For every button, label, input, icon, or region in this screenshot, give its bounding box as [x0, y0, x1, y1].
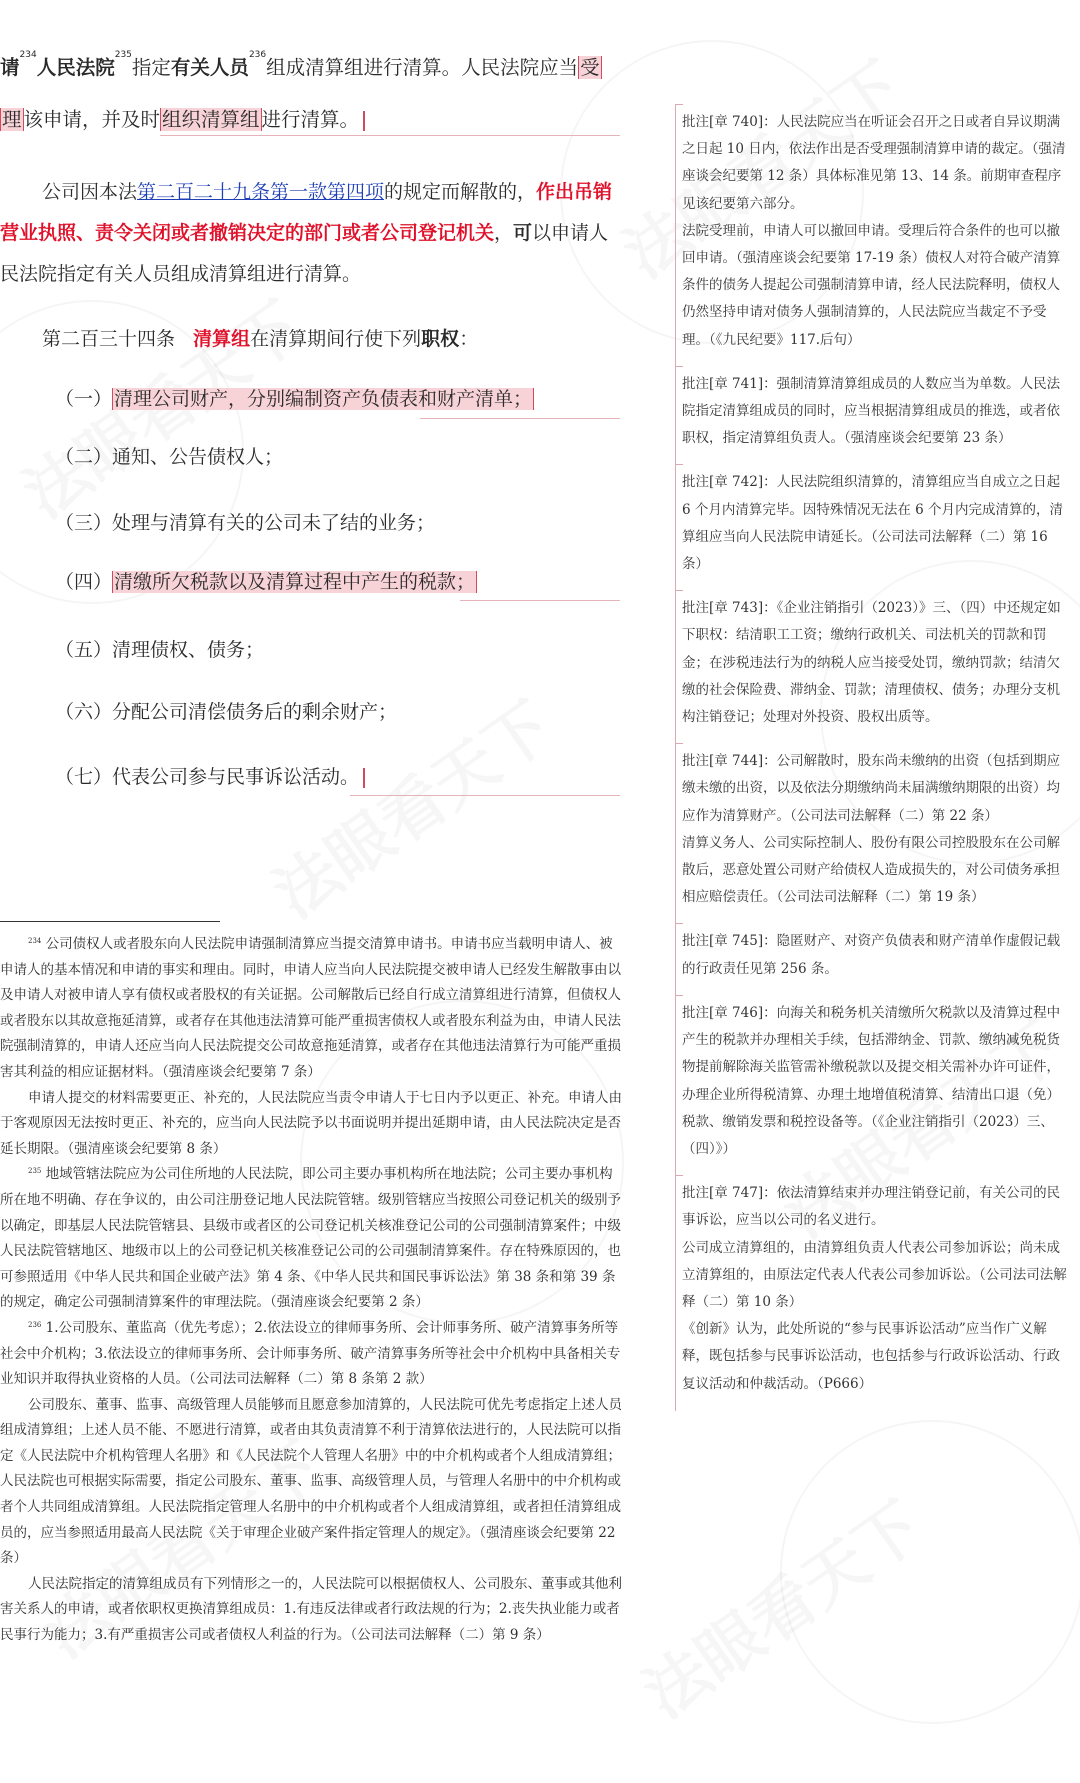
- body-line-1: [0, 52, 625, 80]
- footnote-separator: [0, 921, 220, 922]
- footnotes: [0, 932, 622, 1649]
- article-colon: ：: [459, 328, 479, 350]
- list-item-7: [55, 762, 365, 789]
- text-line1-rest: 组成清算组进行清算。人民法院应当: [266, 56, 579, 79]
- footnote-text: 申请人提交的材料需要更正、补充的，人民法院应当责令申请人于七日内予以更正、补充。申请人由于客观原因无法按时更正、补充的，应当向人民法院予以书面说明并提出延期申请，由人民法院决定是否延长期限。（强清座谈会纪要第 8 条）: [0, 1089, 622, 1157]
- comment-tie: [675, 923, 683, 924]
- text-p2a: 公司因本法: [42, 181, 138, 203]
- text-zhiding: 指定: [131, 56, 171, 79]
- footnote-text: 地域管辖法院应为公司住所地的人民法院，即公司主要办事机构所在地法院；公司主要办事机构所在地不明确、存在争议的，由公司注册登记地人民法院管辖。级别管辖应当按照公司登记机关的级别予以确定，即基层人民法院管辖县、县级市或者区的公司登记机关核准登记公司的公司强制清算案件；中级人民法院管辖地区、地级市以上的公司登记机关核准登记公司的公司强制清算案件。存在特殊原因的，也可参照适用《中华人民共和国企业破产法》第 4 条、《中华人民共和国民事诉讼法》第 38 条和第 39 条的规定，确定公司强制清算案件的审理法院。（强清座谈会纪要第 2 条）: [0, 1166, 621, 1311]
- comment-text: 批注[章 741]：强制清算清算组成员的人数应当为单数。人民法院指定清算组成员的同时，应当根据清算组成员的推选，或者依职权，指定清算组负责人。（强清座谈会纪要第 23 条）: [682, 375, 1061, 447]
- comment-746[interactable]: [676, 996, 1072, 1173]
- footnote-236-cont-1: [0, 1393, 622, 1572]
- list-item-3: [55, 508, 435, 535]
- comment-tie: [675, 1175, 683, 1176]
- footnote-number: 235: [28, 1167, 42, 1176]
- footnote-number: 234: [28, 937, 42, 945]
- comment-connector: [460, 600, 620, 601]
- list-item-number: （五）: [55, 639, 113, 661]
- footnote-number: 236: [28, 1320, 42, 1329]
- text-p2b: 的规定而解散的，: [384, 181, 537, 203]
- footnote-text: 1.公司股东、董监高（优先考虑）；2.依法设立的律师事务所、会计师事务所、破产清算事务所等社会中介机构；3.依法设立的律师事务所、会计师事务所、破产清算事务所等社会中介机构中具备相关专业知识并取得执业资格的人员。（公司法司法解释（二）第 8 条第 2 款）: [0, 1319, 621, 1388]
- comment-tie: [675, 995, 683, 996]
- comment-tie: [675, 590, 683, 591]
- comment-text: 批注[章 740]：人民法院应当在听证会召开之日或者自异议期满之日起 10 日内，依法作出是否受理强制清算申请的裁定。（强清座谈会纪要第 12 条）具体标准见第 13、14 条。前期审查程序见该纪要第六部分。: [682, 114, 1066, 212]
- footnote-ref-235[interactable]: 235: [114, 50, 132, 60]
- text-line2-end: 进行清算。: [261, 108, 360, 131]
- text-p2c: ，: [494, 222, 514, 244]
- comment-highlight-744[interactable]: 清理公司财产，分别编制资产负债表和财产清单；: [114, 388, 533, 410]
- article-keyword-group: 清算组: [193, 328, 251, 350]
- comment-tie: [675, 366, 683, 367]
- list-item-5: [55, 635, 264, 662]
- footnote-236: [0, 1316, 622, 1393]
- comment-connector: [350, 795, 620, 796]
- article-keyword-powers: 职权: [421, 328, 460, 350]
- comment-sidebar: [675, 105, 1072, 1411]
- list-item-6: [55, 697, 397, 724]
- comment-highlight-740[interactable]: 受: [580, 56, 600, 79]
- comment-747[interactable]: [676, 1176, 1072, 1408]
- comment-text: 批注[章 743]：《企业注销指引（2023）》三、（四）中还规定如下职权：结清职工工资；缴纳行政机关、司法机关的罚款和罚金；在涉税违法行为的纳税人应当接受处罚，缴纳罚款；结清欠缴的社会保险费、滞纳金、罚款；清理债权、债务；办理分支机构注销登记；处理对外投资、股权出质等。: [682, 600, 1061, 726]
- list-item-number: （六）: [55, 701, 113, 723]
- list-item-1: [55, 384, 534, 411]
- list-item-2: [55, 442, 283, 469]
- article-link-229[interactable]: 第二百二十九条第一款第四项: [137, 181, 385, 203]
- comment-text: 《创新》认为，此处所说的“参与民事诉讼活动”应当作广义解释，既包括参与民事诉讼活动，也包括参与行政诉讼活动、行政复议活动和仲裁活动。（P666）: [682, 1321, 1060, 1392]
- list-item-number: （一）: [55, 388, 113, 410]
- body-line-2: [0, 104, 365, 132]
- comment-text: 批注[章 747]：依法清算结束并办理注销登记前，有关公司的民事诉讼，应当以公司的名义进行。: [682, 1185, 1061, 1229]
- comment-tie: [675, 743, 683, 744]
- text-court: 人民法院: [36, 56, 115, 79]
- comment-text: 公司成立清算组的，由清算组负责人代表公司参加诉讼；尚未成立清算组的，由原法定代表人代表公司参加诉讼。（公司法司法解释（二）第 10 条）: [682, 1239, 1067, 1310]
- article-234-heading: [42, 324, 478, 351]
- comment-connector: [420, 418, 620, 419]
- footnote-text: 公司债权人或者股东向人民法院申请强制清算应当提交清算申请书。申请书应当载明申请人、被申请人的基本情况和申请的事实和理由。同时，申请人应当向人民法院提交被申请人已经发生解散事由以及申请人对被申请人享有债权或者股权的有关证据。公司解散后已经自行成立清算组进行清算，但债权人或者股东以其故意拖延清算，或者存在其他违法清算可能严重损害债权人或者股东利益为由，申请人民法院强制清算的，申请人还应当向人民法院提交公司故意拖延清算，或者存在其他违法清算行为可能严重损害其利益的相应证据材料。（强清座谈会纪要第 7 条）: [0, 936, 621, 1080]
- list-item-text: 清理债权、债务；: [112, 639, 265, 661]
- comment-highlight-741[interactable]: 组织清算组: [162, 108, 260, 131]
- comment-connector: [160, 135, 620, 136]
- list-item-number: （二）: [55, 446, 113, 468]
- comment-741[interactable]: [676, 367, 1072, 463]
- footnote-234: [0, 932, 622, 1086]
- comment-highlight-746[interactable]: 清缴所欠税款以及清算过程中产生的税款；: [114, 571, 476, 593]
- footnote-text: 公司股东、董事、监事、高级管理人员能够而且愿意参加清算的，人民法院可优先考虑指定上述人员组成清算组；上述人员不能、不愿进行清算，或者由其负责清算不利于清算依法进行的，人民法院可以指定《人民法院中介机构管理人名册》和《人民法院个人管理人名册》中的中介机构或者个人组成清算组；人民法院也可根据实际需要，指定公司股东、董事、监事、高级管理人员，与管理人名册中的中介机构或者个人共同组成清算组。人民法院指定管理人名册中的中介机构或者个人组成清算组，或者担任清算组成员的，应当参照适用最高人民法院《关于审理企业破产案件指定管理人的规定》。（强清座谈会纪要第 22 条）: [0, 1396, 622, 1567]
- comment-742[interactable]: [676, 465, 1072, 588]
- comment-text: 清算义务人、公司实际控制人、股份有限公司控股股东在公司解散后，恶意处置公司财产给债权人造成损失的，对公司债务承担相应赔偿责任。（公司法司法解释（二）第 19 条）: [682, 834, 1060, 906]
- comment-745[interactable]: [676, 924, 1072, 992]
- watermark-text: [623, 1477, 938, 1736]
- list-item-number: （四）: [55, 571, 113, 593]
- footnote-text: 人民法院指定的清算组成员有下列情形之一的，人民法院可以根据债权人、公司股东、董事或其他利害关系人的申请，或者依职权更换清算组成员：1.有违反法律或者行政法规的行为；2.丧失执业能力或者民事行为能力；3.有严重损害公司或者债权人利益的行为。（公司法司法解释（二）第 9 条）: [0, 1575, 622, 1644]
- comment-tie: [675, 104, 683, 105]
- footnote-236-cont-2: [0, 1572, 622, 1649]
- comment-tie: [675, 464, 683, 465]
- article-number: 第二百三十四条: [42, 328, 176, 350]
- list-item-text: 代表公司参与民事诉讼活动。: [112, 766, 360, 788]
- body-paragraph-2: [0, 172, 622, 295]
- list-item-text: 分配公司清偿债务后的剩余财产；: [112, 701, 398, 723]
- text-line2: 该申请，并及时: [23, 108, 161, 131]
- comment-743[interactable]: [676, 591, 1072, 741]
- comment-text: 法院受理前，申请人可以撤回申请。受理后符合条件的也可以撤回申请。（强清座谈会纪要第 17-19 条）债权人对符合破产清算条件的债务人提起公司强制清算申请，经人民法院释明，债权人仍然坚持申请对债务人强制清算的，人民法院应当裁定不予受理。（《九民纪要》117.后句）: [682, 222, 1061, 348]
- text-qing: 请: [0, 56, 20, 79]
- footnote-ref-234[interactable]: 234: [19, 50, 37, 60]
- list-item-text: 处理与清算有关的公司未了结的业务；: [112, 512, 436, 534]
- comment-text: 批注[章 744]：公司解散时，股东尚未缴纳的出资（包括到期应缴未缴的出资，以及依法分期缴纳尚未届满缴纳期限的出资）均应作为清算财产。（公司法司法解释（二）第 22 条）: [682, 753, 1061, 824]
- text-p2e: 以申请人民法院指定有关人员组成清算组进行清算。: [0, 222, 609, 285]
- comment-text: 批注[章 745]：隐匿财产、对资产负债表和财产清单作虚假记载的行政责任见第 256 条。: [682, 933, 1061, 977]
- text-p2d: 可: [513, 222, 533, 244]
- text-red-authorities: 作出吊销营业执照、责令关闭或者撤销决定的部门或者公司登记机关: [0, 181, 613, 244]
- comment-740[interactable]: [676, 105, 1072, 364]
- list-item-4: [55, 567, 477, 594]
- comment-text: 批注[章 742]：人民法院组织清算的，清算组应当自成立之日起 6 个月内清算完毕。因特殊情况无法在 6 个月内完成清算的，清算组应当向人民法院申请延长。（公司法司法解释（二）第 16 条）: [682, 474, 1064, 573]
- comment-744[interactable]: [676, 744, 1072, 921]
- list-item-number: （七）: [55, 766, 113, 788]
- footnote-235: [0, 1162, 622, 1316]
- footnote-ref-236[interactable]: 236: [248, 50, 267, 60]
- footnote-234-cont: [0, 1086, 622, 1163]
- comment-anchor-747[interactable]: [363, 768, 365, 788]
- article-text: 在清算期间行使下列: [250, 328, 422, 350]
- text-persons: 有关人员: [170, 56, 249, 79]
- comment-text: 批注[章 746]：向海关和税务机关清缴所欠税款以及清算过程中产生的税款并办理相关手续，包括滞纳金、罚款、缴纳减免税货物提前解除海关监管需补缴税款以及提交相关需补办许可证件，办理企业所得税清算、办理土地增值税清算、结清出口退（免）税款、缴销发票和税控设备等。（《企业注销指引（2023）三、（四）》）: [682, 1004, 1061, 1157]
- list-item-number: （三）: [55, 512, 113, 534]
- watermark-ring: [780, 1420, 1080, 1724]
- list-item-text: 通知、公告债权人；: [112, 446, 284, 468]
- comment-highlight-740b[interactable]: 理: [2, 108, 22, 131]
- comment-anchor-742[interactable]: [363, 111, 365, 131]
